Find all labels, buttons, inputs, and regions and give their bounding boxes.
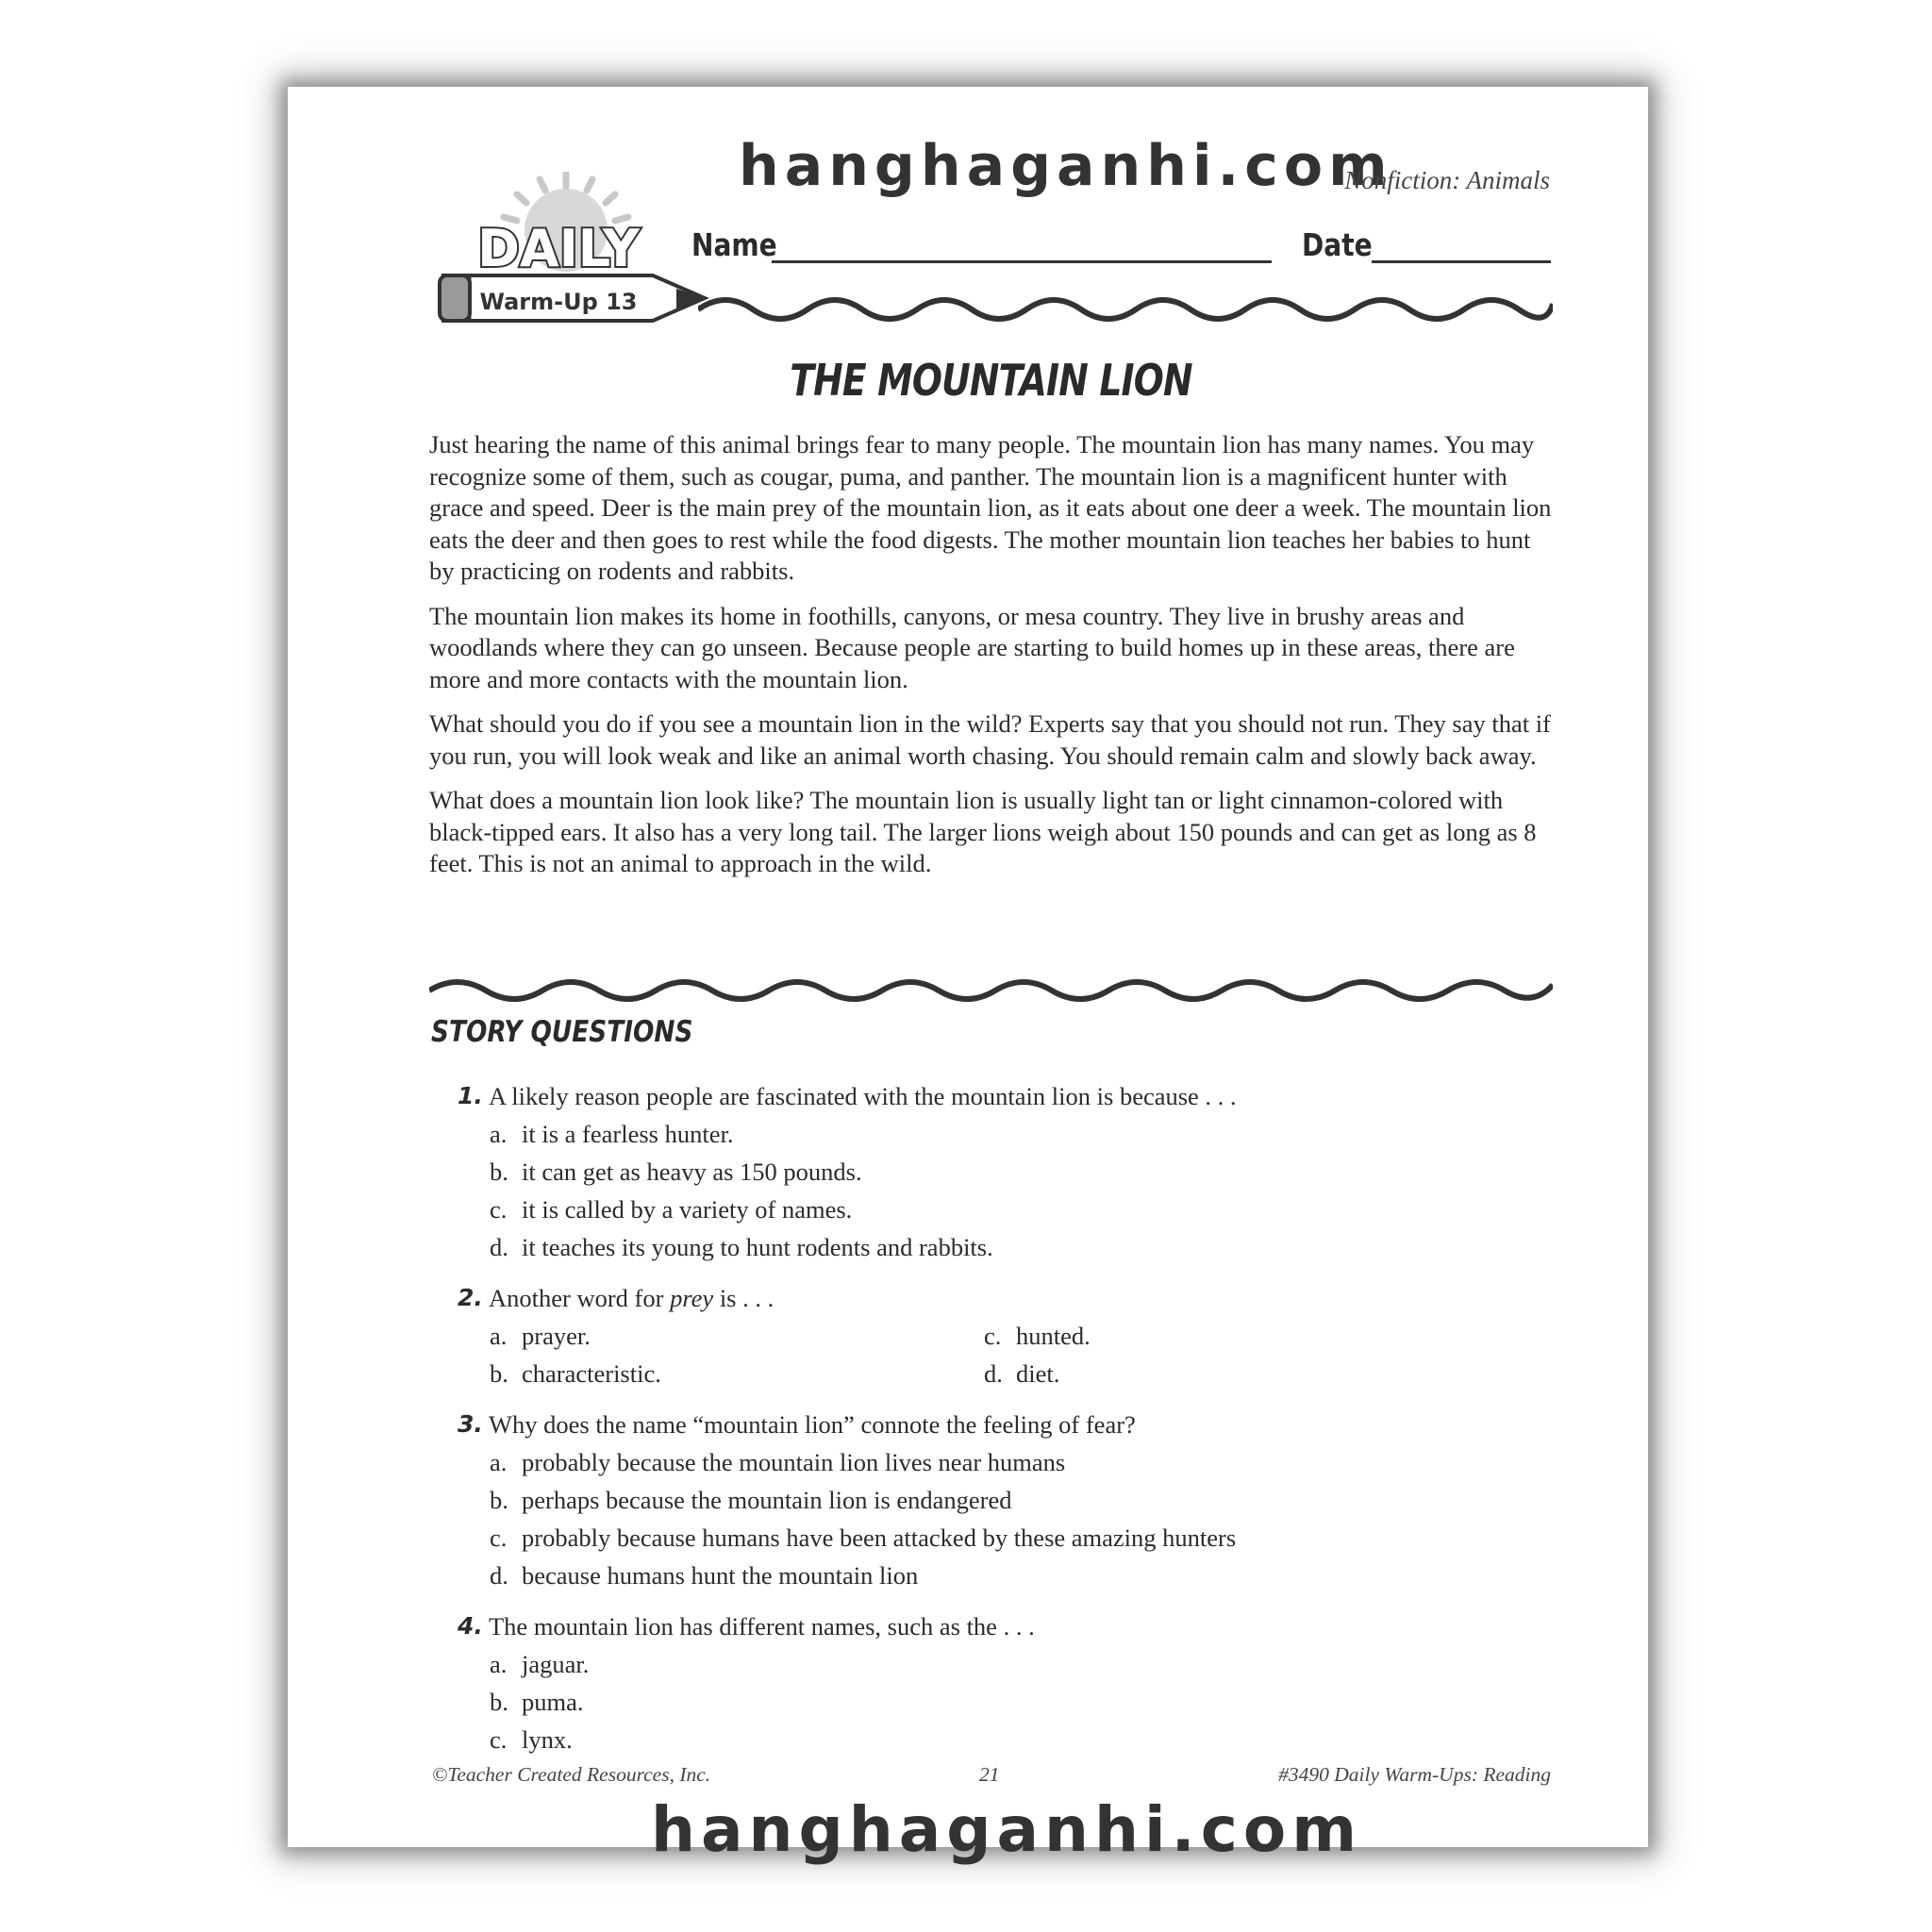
answer-option[interactable]: [490, 1191, 1542, 1228]
answer-option[interactable]: [984, 1355, 1267, 1392]
answer-option[interactable]: [490, 1115, 1542, 1153]
option-letter: b.: [490, 1158, 508, 1186]
option-letter: d.: [490, 1233, 508, 1261]
option-text: puma.: [522, 1688, 584, 1716]
option-letter: b.: [490, 1688, 508, 1716]
option-text: perhaps because the mountain lion is endangered: [522, 1486, 1012, 1514]
option-text: it can get as heavy as 150 pounds.: [522, 1158, 862, 1186]
option-letter: c.: [490, 1524, 508, 1552]
footer-copyright: ©Teacher Created Resources, Inc.: [432, 1763, 711, 1786]
option-text: it teaches its young to hunt rodents and rabbits.: [522, 1233, 993, 1261]
answer-option[interactable]: [490, 1683, 1542, 1721]
option-text: prayer.: [522, 1322, 591, 1350]
wavy-divider-middle: [429, 974, 1553, 1011]
story-paragraph: What should you do if you see a mountain lion in the wild? Experts say that you should not run. They say that if you run, you will look weak and like an animal worth chasing. You should remain calm and slowly back away.: [429, 709, 1551, 770]
option-letter: d.: [984, 1359, 1003, 1388]
category-label: Nonfiction: Animals: [1344, 166, 1550, 194]
answer-option[interactable]: [490, 1153, 1542, 1191]
wavy-divider-top: [698, 291, 1553, 328]
answer-option[interactable]: [490, 1317, 984, 1355]
answer-option[interactable]: [490, 1519, 1542, 1557]
badge-subtitle: Warm-Up 13: [479, 289, 638, 315]
date-field[interactable]: [1372, 260, 1551, 263]
footer-book-title: #3490 Daily Warm-Ups: Reading: [1278, 1763, 1551, 1786]
option-text: lynx.: [522, 1725, 573, 1754]
name-label: Name: [691, 226, 777, 263]
option-text: probably because humans have been attacked by these amazing hunters: [522, 1524, 1237, 1552]
name-field[interactable]: [772, 260, 1272, 263]
question-number: 1.: [458, 1082, 483, 1109]
question-number: 4.: [458, 1612, 483, 1640]
answer-option[interactable]: [490, 1228, 1542, 1266]
option-letter: a.: [490, 1650, 508, 1678]
answer-option[interactable]: [490, 1721, 1542, 1758]
answer-option[interactable]: [490, 1557, 1542, 1594]
option-text: jaguar.: [522, 1650, 590, 1678]
question-stem: Why does the name “mountain lion” connote the feeling of fear?: [489, 1410, 1136, 1439]
story-text: [429, 429, 1557, 893]
watermark-bottom: hanghaganhi.com: [651, 1793, 1362, 1866]
questions-list: [458, 1077, 1542, 1772]
answer-option[interactable]: [490, 1481, 1542, 1519]
story-questions-heading: STORY QUESTIONS: [431, 1015, 693, 1049]
story-paragraph: What does a mountain lion look like? The mountain lion is usually light tan or light cinnamon-colored with black-tipped ears. It also has a very long tail. The larger lions weigh about 150 pounds and can get as long as 8 feet. This is not an animal to approach in the wild.: [429, 786, 1537, 877]
option-letter: c.: [490, 1725, 508, 1754]
answer-option[interactable]: [490, 1355, 984, 1392]
option-text: because humans hunt the mountain lion: [522, 1561, 919, 1590]
option-letter: a.: [490, 1322, 508, 1350]
question-4: [458, 1607, 1542, 1758]
page-title: THE MOUNTAIN LION: [790, 355, 1192, 406]
story-paragraph: The mountain lion makes its home in foothills, canyons, or mesa country. They live in brushy areas and woodlands where they can go unseen. Because people are starting to build homes up in these areas, there are more and more contacts with the mountain lion.: [429, 601, 1515, 693]
answer-option[interactable]: [490, 1443, 1542, 1481]
option-text: characteristic.: [522, 1359, 661, 1388]
option-text: it is called by a variety of names.: [522, 1195, 853, 1224]
option-letter: a.: [490, 1448, 508, 1476]
option-letter: b.: [490, 1359, 508, 1388]
question-number: 2.: [458, 1284, 483, 1311]
badge-title: DAILY: [477, 219, 640, 278]
option-text: hunted.: [1016, 1322, 1091, 1350]
answer-option[interactable]: [984, 1317, 1267, 1355]
option-letter: c.: [490, 1195, 508, 1224]
option-letter: b.: [490, 1486, 508, 1514]
option-text: diet.: [1016, 1359, 1060, 1388]
question-1: [458, 1077, 1542, 1266]
watermark-top: hanghaganhi.com: [739, 133, 1393, 199]
question-stem: The mountain lion has different names, such as the . . .: [489, 1612, 1035, 1641]
answer-option[interactable]: [490, 1645, 1542, 1683]
question-2: [458, 1279, 1542, 1392]
question-3: [458, 1406, 1542, 1594]
date-label: Date: [1302, 226, 1373, 263]
daily-warmup-badge: [436, 172, 719, 332]
option-text: probably because the mountain lion lives near humans: [522, 1448, 1066, 1476]
question-stem: Another word for prey is . . .: [489, 1284, 774, 1312]
question-number: 3.: [458, 1410, 483, 1438]
option-letter: c.: [984, 1322, 1002, 1350]
footer-page-number: 21: [979, 1763, 1000, 1786]
question-stem: A likely reason people are fascinated with the mountain lion is because . . .: [489, 1082, 1237, 1110]
option-letter: d.: [490, 1561, 508, 1590]
story-paragraph: Just hearing the name of this animal brings fear to many people. The mountain lion has many names. You may recognize some of them, such as cougar, puma, and panther. The mountain lion is a magnificent hunter with grace and speed. Deer is the main prey of the mountain lion, as it eats about one deer a week. The mountain lion eats the deer and then goes to rest while the food digests. The mother mountain lion teaches her babies to hunt by practicing on rodents and rabbits.: [429, 430, 1552, 585]
option-text: it is a fearless hunter.: [522, 1120, 734, 1148]
option-letter: a.: [490, 1120, 508, 1148]
